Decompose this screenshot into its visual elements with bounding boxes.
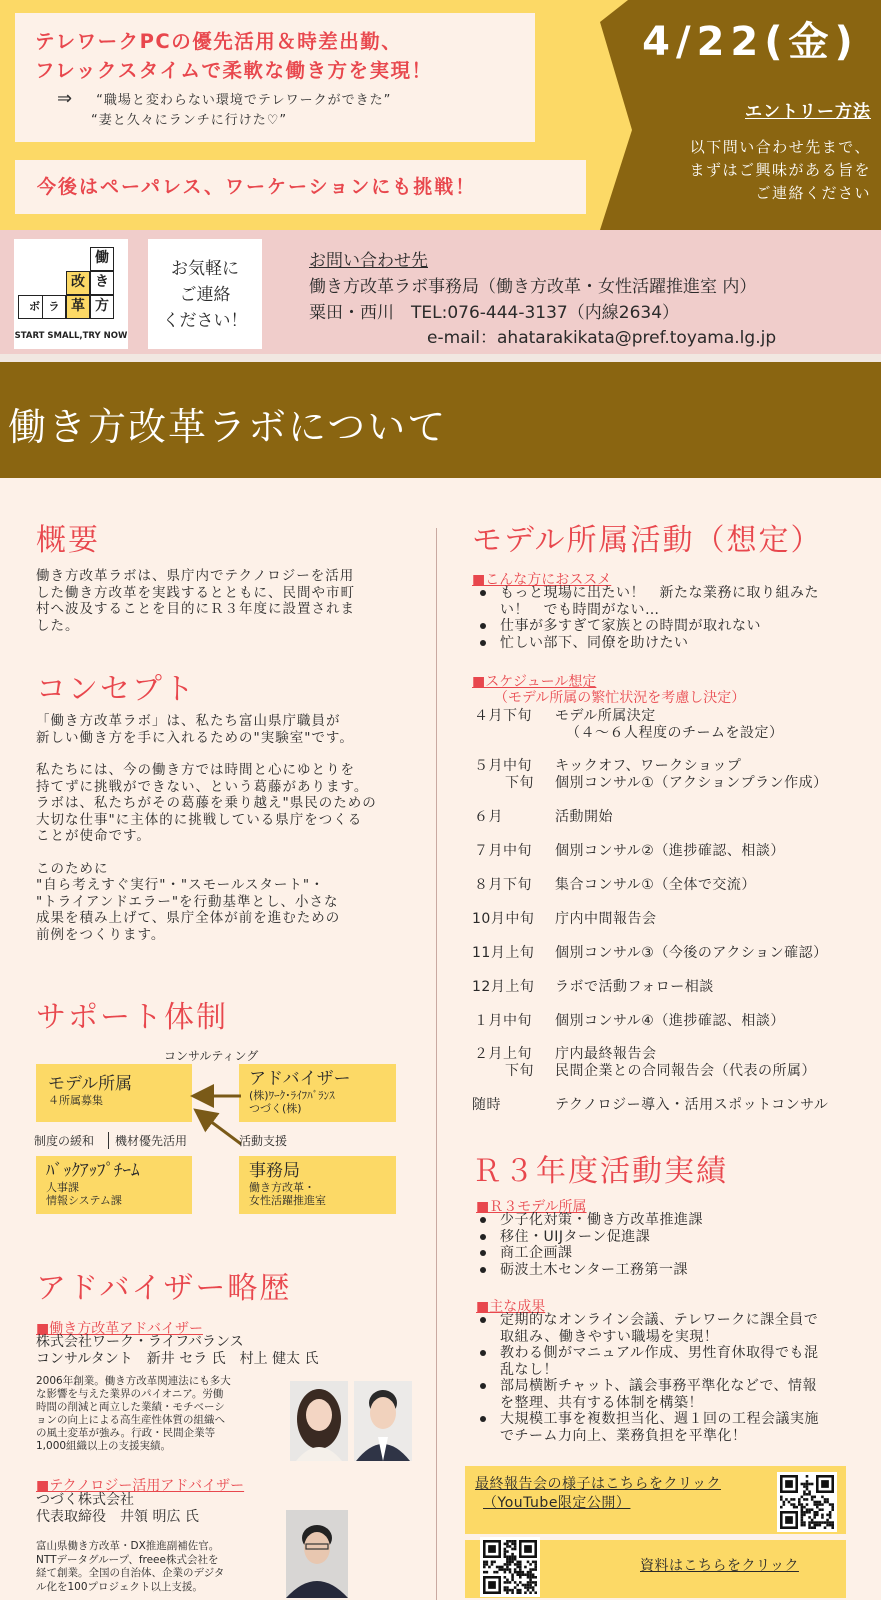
adviser-photo-3 bbox=[286, 1510, 348, 1598]
recommend-heading: ■こんな方におススメ bbox=[472, 572, 612, 588]
work-adviser-info bbox=[36, 1334, 319, 1368]
tech-adviser-info bbox=[36, 1492, 199, 1526]
schedule-when: 12月上旬 bbox=[472, 979, 535, 995]
schedule-when: １月中旬 bbox=[474, 1013, 532, 1029]
schedule-heading: ■スケジュール想定 bbox=[472, 674, 597, 690]
headline-box bbox=[15, 13, 535, 142]
achievements-list bbox=[472, 1312, 872, 1444]
schedule-when: ７月中旬 bbox=[474, 843, 532, 859]
concept-line: "自ら考えすぐ実行"・"スモールスタート"・ bbox=[36, 877, 325, 893]
materials-link[interactable]: 資料はこちらをクリック bbox=[640, 1558, 799, 1574]
entry-method-title: エントリー方法 bbox=[745, 102, 871, 122]
desc-line: 1,000組織以上の支援実績。 bbox=[36, 1440, 172, 1452]
list-item: 定期的なオンライン会議、テレワークに課全員で 取組み、働きやすい職場を実現！ bbox=[472, 1312, 872, 1345]
schedule-what: キックオフ、ワークショップ bbox=[555, 758, 742, 774]
concept-line: ラボは、私たちがその葛藤を乗り越え"県民のための bbox=[36, 795, 377, 811]
office-box bbox=[239, 1156, 396, 1214]
schedule-what: 個別コンサル③（今後のアクション確認） bbox=[555, 945, 828, 961]
column-divider bbox=[436, 528, 437, 1600]
advisers-title: アドバイザー略歴 bbox=[36, 1271, 292, 1306]
model-dept-sub: ４所属募集 bbox=[48, 1094, 103, 1107]
tech-adviser-org: つづく株式会社 bbox=[36, 1492, 134, 1508]
schedule-when: 10月中旬 bbox=[472, 911, 535, 927]
desc-line: 富山県働き方改革・DX推進副補佐官。 bbox=[36, 1540, 220, 1552]
desc-line: 時間の削減と両立した業績・モチベーシ bbox=[36, 1401, 225, 1413]
adviser-box bbox=[239, 1064, 396, 1122]
desc-line: な影響を与えた業界のパイオニア。労働 bbox=[36, 1388, 224, 1400]
schedule-when: ５月中旬 bbox=[474, 758, 532, 774]
concept-line: ことが使命です。 bbox=[36, 828, 151, 844]
arrow-icon: ⇒ bbox=[57, 88, 74, 109]
schedule-when: 下旬 bbox=[505, 775, 534, 791]
tech-adviser-heading: ■テクノロジー活用アドバイザー bbox=[36, 1478, 245, 1494]
entry-date: 4/22(金) bbox=[642, 19, 859, 65]
logo-char-3: 改 bbox=[66, 271, 90, 295]
contact-phone[interactable]: 粟田・西川 TEL:076-444-3137（内線2634） bbox=[309, 303, 680, 323]
entry-line-2: まずはご興味がある旨を bbox=[689, 161, 871, 179]
office-box-sub: 働き方改革・ bbox=[249, 1181, 315, 1194]
activity-support-label: 活動支援 bbox=[239, 1134, 288, 1148]
work-adviser-heading: ■働き方改革アドバイザー bbox=[36, 1321, 203, 1337]
schedule-when: 下旬 bbox=[505, 1063, 534, 1079]
adviser-photo-2 bbox=[354, 1381, 412, 1461]
results-title: Ｒ３年度活動実績 bbox=[472, 1154, 728, 1189]
concept-line: 大切な仕事"に主体的に挑戦している県庁をつくる bbox=[36, 811, 363, 828]
adviser-photo-1 bbox=[290, 1381, 348, 1461]
lab-logo bbox=[14, 239, 128, 349]
model-dept-title: モデル所属 bbox=[48, 1074, 133, 1094]
quote-2: “妻と久々にランチに行けた♡” bbox=[91, 113, 288, 128]
concept-line: このために bbox=[36, 860, 109, 877]
overview-title: 概要 bbox=[36, 523, 100, 558]
adviser-box-sub: つづく(株) bbox=[249, 1102, 302, 1115]
achievements-heading: ■主な成果 bbox=[476, 1299, 546, 1315]
entry-line-1: 以下問い合わせ先まで、 bbox=[689, 138, 871, 156]
concept-title: コンセプト bbox=[36, 672, 196, 707]
logo-tagline: START SMALL,TRY NOW bbox=[14, 331, 128, 341]
schedule-what: 集合コンサル①（全体で交流） bbox=[555, 877, 756, 893]
desc-line: ル化を100プロジェクト以上支援。 bbox=[36, 1580, 203, 1593]
report-video-link-text[interactable]: 最終報告会の様子はこちらをクリック bbox=[475, 1476, 721, 1492]
list-item: 教わる側がマニュアル作成、男性育休取得でも混 乱なし！ bbox=[472, 1345, 872, 1378]
schedule-what: 庁内最終報告会 bbox=[555, 1046, 657, 1062]
logo-char-7: 方 bbox=[90, 295, 114, 319]
list-item: 少子化対策・働き方改革推進課 bbox=[472, 1212, 872, 1229]
logo-char-4: ボ bbox=[18, 295, 42, 319]
schedule-when: ４月下旬 bbox=[474, 708, 532, 724]
headline-line-2: フレックスタイムで柔軟な働き方を実現！ bbox=[35, 59, 433, 82]
office-box-sub: 女性活躍推進室 bbox=[249, 1194, 326, 1207]
backup-team-box bbox=[36, 1156, 192, 1214]
logo-char-6: 革 bbox=[66, 295, 90, 319]
headline-line-1: テレワークPCの優先活用＆時差出勤、 bbox=[35, 30, 403, 53]
list-item: 仕事が多すぎて家族との時間が取れない bbox=[472, 618, 872, 635]
report-video-link-note[interactable]: （YouTube限定公開） bbox=[483, 1495, 631, 1511]
concept-line: 前例をつくります。 bbox=[36, 926, 166, 943]
relax-label: 制度の緩和 bbox=[34, 1134, 95, 1148]
schedule-when: ８月下旬 bbox=[474, 877, 532, 893]
schedule-when: 11月上旬 bbox=[472, 945, 535, 961]
office-box-title: 事務局 bbox=[249, 1161, 300, 1181]
materials-qr-code[interactable] bbox=[480, 1537, 540, 1597]
schedule-what: 個別コンサル①（アクションプラン作成） bbox=[555, 775, 828, 791]
call-us-box bbox=[148, 239, 262, 349]
work-adviser-description bbox=[36, 1375, 231, 1453]
model-dept-box bbox=[36, 1064, 192, 1122]
desc-line: 2006年創業。働き方改革関連法にも多大 bbox=[36, 1375, 231, 1387]
adviser-box-sub: (株)ﾜｰｸ･ﾗｲﾌﾊﾞﾗﾝｽ bbox=[249, 1089, 335, 1102]
recommend-list bbox=[472, 585, 872, 651]
list-item: 砺波土木センター工務第一課 bbox=[472, 1262, 872, 1279]
concept-text bbox=[36, 713, 377, 943]
schedule-what: モデル所属決定 bbox=[555, 708, 656, 724]
r3-models-list bbox=[472, 1212, 872, 1278]
schedule-when: ６月 bbox=[474, 809, 503, 825]
schedule-what: （４～６人程度のチームを設定） bbox=[566, 725, 784, 741]
contact-email[interactable]: e-mail：ahatarakikata@pref.toyama.lg.jp bbox=[427, 328, 777, 348]
list-item: 大規模工事を複数担当化、週１回の工程会議実施 でチーム力向上、業務負担を平準化！ bbox=[472, 1411, 872, 1444]
concept-line: 私たちには、今の働き方では時間と心にゆとりを bbox=[36, 762, 355, 778]
logo-char-2: き bbox=[90, 271, 114, 295]
concept-line: 持てずに挑戦ができない、という葛藤があります。 bbox=[36, 778, 369, 795]
r3-models-heading: ■Ｒ３モデル所属 bbox=[476, 1199, 587, 1215]
overview-line: した。 bbox=[36, 617, 80, 634]
list-item: 忙しい部下、同僚を助けたい bbox=[472, 635, 872, 652]
arrows-icon bbox=[186, 1084, 246, 1146]
about-title: 働き方改革ラボについて bbox=[8, 405, 448, 449]
consulting-label: コンサルティング bbox=[164, 1049, 259, 1063]
concept-line: 成果を積み上げて、県庁全体が前を進むための bbox=[36, 910, 341, 926]
schedule-what: 民間企業との合同報告会（代表の所属） bbox=[555, 1063, 816, 1079]
entry-method-text bbox=[610, 136, 871, 205]
overview-line: 村へ波及することを目的にＲ３年度に設置されま bbox=[36, 601, 355, 617]
overview-text bbox=[36, 568, 355, 634]
call-line-2: ご連絡 bbox=[179, 285, 231, 305]
work-adviser-names: コンサルタント 新井 セラ 氏 村上 健太 氏 bbox=[36, 1351, 319, 1367]
schedule-when: 随時 bbox=[472, 1097, 501, 1113]
backup-team-sub: 情報システム課 bbox=[46, 1194, 122, 1207]
call-line-3: ください！ bbox=[162, 311, 248, 331]
list-item: 部局横断チャット、議会事務平準化などで、情報 を整理、共有する体制を構築！ bbox=[472, 1378, 872, 1411]
call-line-1: お気軽に bbox=[171, 259, 239, 279]
overview-line: 働き方改革ラボは、県庁内でテクノロジーを活用 bbox=[36, 568, 355, 584]
equipment-label: 機材優先活用 bbox=[108, 1132, 187, 1149]
tech-adviser-names: 代表取締役 井領 明広 氏 bbox=[36, 1509, 199, 1525]
overview-line: した働き方改革を実践するとともに、民間や市町 bbox=[36, 584, 355, 601]
work-adviser-org: 株式会社ワーク・ライフバランス bbox=[36, 1334, 244, 1350]
model-activity-title: モデル所属活動（想定） bbox=[472, 523, 823, 558]
logo-char-5: ラ bbox=[42, 295, 66, 319]
logo-char-1: 働 bbox=[90, 247, 114, 271]
backup-team-title: ﾊﾞｯｸｱｯﾌﾟﾁｰﾑ bbox=[46, 1161, 140, 1181]
schedule-what: 活動開始 bbox=[555, 809, 613, 825]
desc-line: ョンの向上による高生産性体質の組織へ bbox=[36, 1414, 225, 1426]
schedule-what: ラボで活動フォロー相談 bbox=[555, 979, 714, 995]
contact-heading: お問い合わせ先 bbox=[309, 251, 428, 271]
schedule-what: 個別コンサル②（進捗確認、相談） bbox=[555, 843, 785, 859]
list-item: 移住・UIJターン促進課 bbox=[472, 1229, 872, 1246]
entry-line-3: ご連絡ください bbox=[755, 184, 871, 202]
concept-line: 「働き方改革ラボ」は、私たち富山県庁職員が bbox=[36, 713, 341, 729]
tech-adviser-description bbox=[36, 1540, 224, 1594]
desc-line: 経て創業。全国の自治体、企業のデジタ bbox=[36, 1567, 225, 1579]
schedule-what: 個別コンサル④（進捗確認、相談） bbox=[555, 1013, 785, 1029]
schedule-what: テクノロジー導入・活用スポットコンサル bbox=[555, 1097, 829, 1113]
youtube-qr-code[interactable] bbox=[777, 1472, 837, 1532]
schedule-what: 庁内中間報告会 bbox=[555, 911, 657, 927]
divider bbox=[0, 354, 881, 362]
adviser-box-title: アドバイザー bbox=[249, 1069, 351, 1089]
report-video-link[interactable] bbox=[475, 1475, 721, 1513]
schedule-when: ２月上旬 bbox=[474, 1046, 532, 1062]
desc-line: の風土変革が強み。行政・民間企業等 bbox=[36, 1427, 216, 1439]
schedule-note: （モデル所属の繁忙状況を考慮し決定） bbox=[494, 690, 746, 706]
desc-line: NTTデータグループ、freee株式会社を bbox=[36, 1553, 219, 1566]
concept-line: "トライアンドエラー"を行動基準とし、小さな bbox=[36, 893, 339, 910]
list-item: もっと現場に出たい！ 新たな業務に取り組みた い！ でも時間がない… bbox=[472, 585, 872, 618]
challenge-banner: 今後はペーパレス、ワーケーションにも挑戦！ bbox=[15, 160, 586, 214]
list-item: 商工企画課 bbox=[472, 1245, 872, 1262]
support-title: サポート体制 bbox=[36, 1000, 228, 1035]
quote-1: “職場と変わらない環境でテレワークができた” bbox=[96, 93, 392, 108]
contact-office: 働き方改革ラボ事務局（働き方改革・女性活躍推進室 内） bbox=[309, 277, 757, 297]
backup-team-sub: 人事課 bbox=[46, 1181, 79, 1194]
concept-line: 新しい働き方を手に入れるための"実験室"です。 bbox=[36, 729, 354, 746]
